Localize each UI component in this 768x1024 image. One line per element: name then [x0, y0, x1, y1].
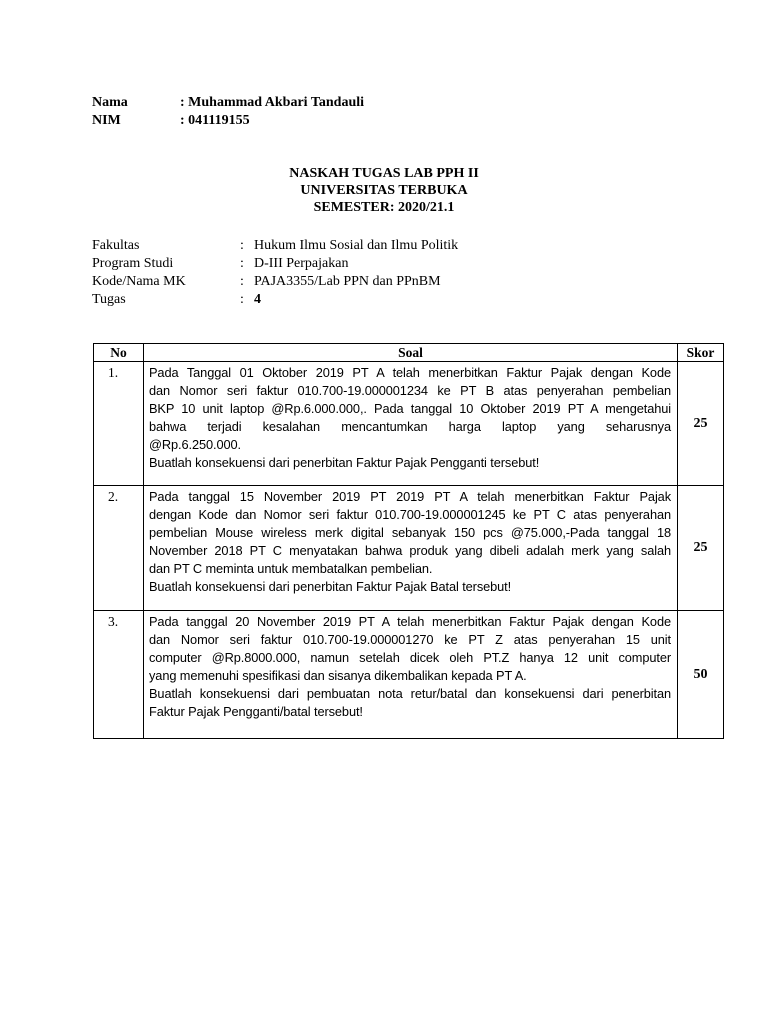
- row-number: 1.: [94, 362, 144, 486]
- info-label: Tugas: [92, 292, 126, 307]
- question-text: [144, 486, 678, 611]
- table-row: [94, 611, 724, 739]
- header-no: No: [94, 344, 144, 362]
- info-separator: :: [240, 238, 244, 253]
- question-text: [144, 611, 678, 739]
- score-value: 25: [678, 486, 724, 611]
- question-line: yang memenuhi spesifikasi dan sisanya dikembalikan kepada PT A.: [149, 668, 527, 683]
- question-table: [93, 343, 724, 739]
- question-line: Faktur Pajak Pengganti/batal tersebut!: [149, 704, 363, 719]
- question-line: dengan Kode dan Nomor seri faktur 010.700-19.000001245 ke PT C atas penyerahan: [149, 507, 671, 522]
- info-separator: :: [240, 274, 244, 289]
- heading-semester: SEMESTER: 2020/21.1: [313, 200, 455, 215]
- question-line: Buatlah konsekuensi dari penerbitan Faktur Pajak Pengganti tersebut!: [149, 455, 540, 470]
- student-nim-row: [92, 112, 364, 130]
- table-row: [94, 486, 724, 611]
- student-name-row: [92, 94, 364, 112]
- question-line: dan Nomor seri faktur 010.700-19.000001234 ke PT B atas penyerahan pembelian: [149, 383, 671, 398]
- row-number: 2.: [94, 486, 144, 611]
- question-line: Buatlah konsekuensi dari penerbitan Faktur Pajak Batal tersebut!: [149, 579, 512, 594]
- question-line: pembelian Mouse wireless merk digital sebanyak 150 pcs @75.000,-Pada tanggal 18: [149, 525, 671, 540]
- question-line: Buatlah konsekuensi dari pembuatan nota retur/batal dan konsekuensi dari penerbitan: [149, 686, 671, 701]
- info-separator: :: [240, 256, 244, 271]
- question-line: bahwa terjadi kesalahan mencantumkan harga laptop yang seharusnya: [149, 419, 671, 434]
- info-label: Kode/Nama MK: [92, 274, 186, 289]
- student-identity: [92, 94, 364, 130]
- info-value: Hukum Ilmu Sosial dan Ilmu Politik: [254, 238, 459, 253]
- student-name-value: : Muhammad Akbari Tandauli: [180, 95, 365, 110]
- info-row-program-studi: [92, 255, 458, 273]
- info-separator: :: [240, 292, 244, 307]
- course-info: [92, 237, 458, 309]
- question-line: Pada tanggal 15 November 2019 PT 2019 PT A telah menerbitkan Faktur Pajak: [149, 489, 671, 504]
- info-value: PAJA3355/Lab PPN dan PPnBM: [254, 274, 441, 289]
- table-header-row: [94, 344, 724, 362]
- info-row-fakultas: [92, 237, 458, 255]
- info-row-kode-mk: [92, 273, 458, 291]
- heading-title: NASKAH TUGAS LAB PPH II: [289, 166, 479, 181]
- question-line: November 2018 PT C menyatakan bahwa produk yang dibeli adalah merk yang salah: [149, 543, 671, 558]
- score-value: 50: [678, 611, 724, 739]
- question-line: computer @Rp.8000.000, namun setelah dicek oleh PT.Z hanya 12 unit computer: [149, 650, 671, 665]
- info-value: D-III Perpajakan: [254, 256, 349, 271]
- table-row: [94, 362, 724, 486]
- question-text: [144, 362, 678, 486]
- header-soal: Soal: [144, 344, 678, 362]
- question-line: dan Nomor seri faktur 010.700-19.000001270 ke PT Z atas penyerahan 15 unit: [149, 632, 671, 647]
- question-line: Pada Tanggal 01 Oktober 2019 PT A telah menerbitkan Faktur Pajak dengan Kode: [149, 365, 671, 380]
- question-line: BKP 10 unit laptop @Rp.6.000.000,. Pada tanggal 10 Oktober 2019 PT A mengetahui: [149, 401, 671, 416]
- question-line: @Rp.6.250.000.: [149, 437, 241, 452]
- heading-university: UNIVERSITAS TERBUKA: [300, 183, 468, 198]
- student-nim-value: : 041119155: [180, 113, 250, 128]
- student-nim-label: NIM: [92, 113, 121, 128]
- question-line: dan PT C meminta untuk membatalkan pembelian.: [149, 561, 433, 576]
- info-value: 4: [254, 292, 261, 307]
- info-row-tugas: [92, 291, 458, 309]
- question-line: Pada tanggal 20 November 2019 PT A telah menerbitkan Faktur Pajak dengan Kode: [149, 614, 671, 629]
- row-number: 3.: [94, 611, 144, 739]
- info-label: Fakultas: [92, 238, 140, 253]
- header-skor: Skor: [678, 344, 724, 362]
- student-name-label: Nama: [92, 95, 128, 110]
- info-label: Program Studi: [92, 256, 174, 271]
- score-value: 25: [678, 362, 724, 486]
- document-heading: [0, 165, 768, 216]
